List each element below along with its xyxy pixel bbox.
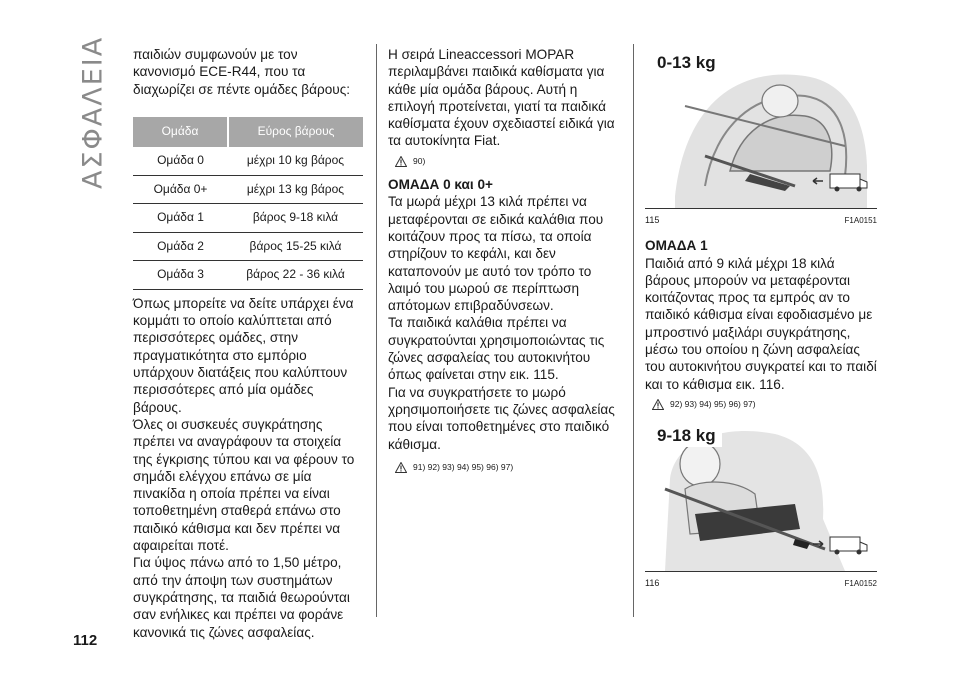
column-divider (633, 44, 634, 617)
warning-icon (395, 156, 407, 167)
table-cell: Ομάδα 1 (133, 204, 228, 233)
paragraph: Παιδιά από 9 κιλά μέχρι 18 κιλά βάρους μπορούν να μεταφέρονται κοιτάζοντας προς τα εμπρός αν το παιδικό κάθισμα είναι εφοδιασμένο με μπροστινό μαξιλάρι συγκράτησης, μέσω του οποίου η ζώνη ασφαλείας του αυτοκινήτου συγκρατεί και το παιδί και το κάθισμα εικ. 116. (645, 255, 877, 392)
heading-group-1: ΟΜΑΔΑ 1 (645, 238, 708, 254)
table-cell: βάρος 15-25 κιλά (228, 232, 363, 261)
page-number: 112 (73, 632, 98, 649)
table-row (133, 204, 363, 233)
weight-groups-table (133, 117, 363, 290)
table-row (133, 147, 363, 176)
paragraph: Όπως μπορείτε να δείτε υπάρχει ένα κομμάτι το οποίο καλύπτεται από περισσότερες ομάδες, στην πραγματικότητα στο εμπόριο υπάρχουν διατάξεις που καλύπτουν περισσότερες από μία ομάδες βάρους. (133, 295, 354, 415)
figure-caption (645, 575, 877, 592)
paragraph: Όλες οι συσκευές συγκράτησης πρέπει να αναγράφουν τα στοιχεία της έγκρισης τύπου και να φέρουν το σημάδι ελέγχου επάνω σε μία πινακίδα η οποία πρέπει να είναι τοποθετημένη σταθερά επάνω στο παιδικό κάθισμα και δεν πρέπει να αφαιρείται ποτέ. (133, 416, 355, 554)
figure-115 (645, 46, 877, 209)
column-3 (645, 46, 877, 593)
figure-label: 0-13 kg (651, 52, 722, 73)
figure-number: 115 (645, 215, 660, 225)
column-1 (133, 46, 363, 641)
paragraph: Τα μωρά μέχρι 13 κιλά πρέπει να μεταφέρονται σε ειδικά καλάθια που κοιτάζουν προς τα πίσω, τα οποία στηρίζουν το κεφάλι, και δεν καταπονούν με αυτό τον τρόπο το λαιμό του μωρού σε περίπτωση απότομων επιβραδύνσεων. (388, 194, 604, 314)
table-cell: Ομάδα 0+ (133, 175, 228, 204)
warning-icon (652, 399, 664, 410)
table-cell: Ομάδα 0 (133, 147, 228, 176)
figure-label: 9-18 kg (651, 425, 722, 446)
table-cell: βάρος 9-18 κιλά (228, 204, 363, 233)
table-header-range: Εύρος βάρους (228, 117, 363, 147)
warning-note (395, 459, 620, 476)
heading-group-0: ΟΜΑΔΑ 0 και 0+ (388, 177, 493, 193)
note-refs: 92) 93) 94) 95) 96) 97) (670, 398, 756, 409)
figure-image (645, 419, 877, 571)
table-header-row (133, 117, 363, 147)
figure-code: F1A0151 (844, 216, 877, 225)
note-refs: 90) (413, 155, 426, 166)
column-2 (388, 46, 620, 482)
column-divider (376, 44, 377, 617)
intro-text: παιδιών συμφωνούν με τον κανονισμό ECE-R44, που τα διαχωρίζει σε πέντε ομάδες βάρους: (133, 47, 351, 97)
table-header-group: Ομάδα (133, 117, 228, 147)
warning-note (395, 153, 620, 170)
paragraph: Τα παιδικά καλάθια πρέπει να συγκρατούνται χρησιμοποιώντας τις ζώνες ασφαλείας του αυτοκινήτου όπως φαίνεται στην εικ. 115. (388, 315, 605, 383)
figure-number: 116 (645, 578, 660, 589)
figure-116 (645, 419, 877, 572)
figure-caption (645, 212, 877, 229)
warning-note (652, 396, 877, 413)
table-cell: μέχρι 13 kg βάρος (228, 175, 363, 204)
paragraph: Η σειρά Lineaccessori MOPAR περιλαμβάνει παιδικά καθίσματα για κάθε μία ομάδα βάρους. Αυτή η επιλογή προτείνεται, γιατί τα παιδικά καθίσματα έχουν σχεδιαστεί ειδικά για τα αυτοκίνητα Fiat. (388, 47, 615, 149)
table-row (133, 232, 363, 261)
section-title: ΑΣΦΑΛΕΙΑ (77, 35, 109, 189)
figure-image (645, 46, 877, 208)
table-cell: μέχρι 10 kg βάρος (228, 147, 363, 176)
table-row (133, 261, 363, 290)
table-cell: Ομάδα 2 (133, 232, 228, 261)
paragraph: Για ύψος πάνω από το 1,50 μέτρο, από την άποψη των συστημάτων συγκράτησης, τα παιδιά θεωρούνται σαν ενήλικες και πρέπει να φοράνε κανονικά τις ζώνες ασφαλείας. (133, 555, 350, 640)
table-row (133, 175, 363, 204)
table-cell: βάρος 22 - 36 κιλά (228, 261, 363, 290)
table-cell: Ομάδα 3 (133, 261, 228, 290)
warning-icon (395, 462, 407, 473)
figure-code: F1A0152 (844, 579, 877, 589)
paragraph: Για να συγκρατήσετε το μωρό χρησιμοποιήσετε τις ζώνες ασφαλείας που είναι τοποθετημένες στο παιδικό κάθισμα. (388, 384, 615, 452)
note-refs: 91) 92) 93) 94) 95) 96) 97) (413, 461, 514, 472)
